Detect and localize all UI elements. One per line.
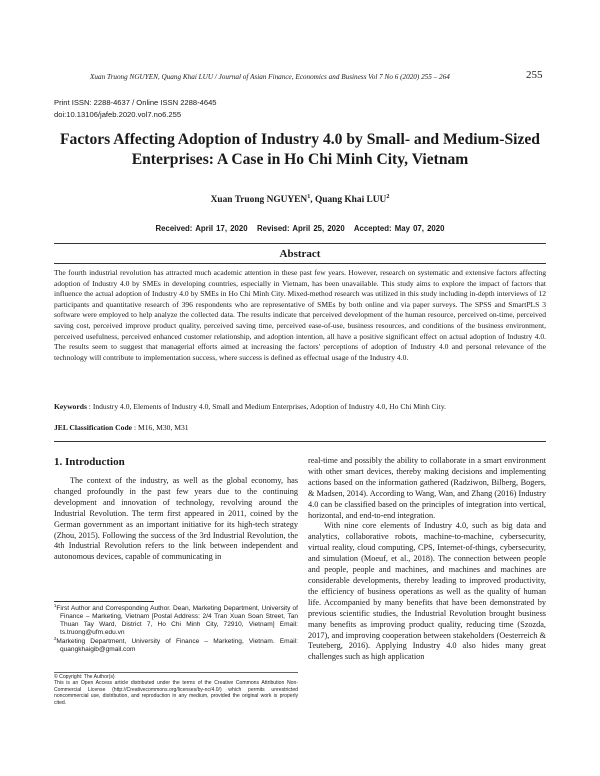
- title-line-2: Enterprises: A Case in Ho Chi Minh City, Vietnam: [131, 151, 469, 168]
- copyright-notice: [54, 674, 298, 706]
- abstract-heading: Abstract: [279, 248, 321, 260]
- right-column: [308, 456, 546, 663]
- author-2-affiliation: 2: [386, 193, 390, 200]
- running-header: Xuan Truong NGUYEN, Quang Khai LUU / Journal of Asian Finance, Economics and Business Vol 7 No 6 (2020) 255 – 264: [90, 73, 450, 81]
- copyright-rule: [54, 672, 298, 673]
- license-text: This is an Open Access article distributed under the terms of the Creative Commons Attribution Non-Commercial License (http://Creativecommons.org/licenses/by-nc/4.0/) which permits unrestricted noncommercial use, distribution, and reproduction in any medium, provided the original work is properly cited.: [54, 680, 298, 706]
- keywords-text: : Industry 4.0, Elements of Industry 4.0, Small and Medium Enterprises, Adoption of Industry 4.0, Ho Chi Minh City.: [86, 402, 447, 411]
- author-list: [40, 195, 560, 205]
- submission-dates: Received: April 17, 2020 Revised: April 25, 2020 Accepted: May 07, 2020: [155, 224, 445, 233]
- jel-codes: [54, 423, 546, 433]
- jel-text: : M16, M30, M31: [133, 423, 189, 432]
- doi-line: doi:10.13106/jafeb.2020.vol7.no6.255: [54, 109, 182, 119]
- keywords-label: Keywords: [54, 402, 87, 411]
- keywords: [54, 402, 546, 412]
- section-heading-introduction: 1. Introduction: [54, 456, 125, 468]
- page-number: 255: [526, 69, 543, 81]
- footnote-1-marker: 1: [54, 602, 57, 608]
- paper-title: [40, 130, 560, 170]
- footnote-2-marker: 2: [54, 636, 57, 642]
- abstract-body: The fourth industrial revolution has attracted much academic attention in these past few years. However, research on systematic and extensive factors affecting adoption of Industry 4.0 by SMEs in developing countries, especially in Vietnam, has been unavailable. This study aims to explore the impact of factors that influence the actual adoption of Industry 4.0 by SMEs in Ho Chi Minh City. Mixed-method research was utilized in this study including in-depth interviews of 12 participants and quantitative research of 396 respondents who are representative of SMEs by both online and via paper surveys. The SPSS and SmartPLS 3 software were employed to help analyze the collected data. The results indicate that perceived development of the human resource, perceived on-time, perceived saving cost, perceived improve product quality, perceived saving time, perceived ease-of-use, business resources, and conditions of the business environment, perceived usefulness, perceived enhanced customer relationship, and adoption intention, all have a positive significant effect on actual adoption of Industry 4.0. The results seem to suggest that managerial efforts aimed at increasing the factors' perceptions of adoption of Industry 4.0 and personal relevance of the technology will contribute to implementation success, where success is defined as effectual usage of the Industry 4.0.: [54, 268, 546, 362]
- jel-label: JEL Classification Code: [54, 423, 133, 432]
- footnote-1-text: First Author and Corresponding Author. Dean, Marketing Department, University of Finance – Marketing, Vietnam [Postal Address: 2/4 Tran Xuan Soan Street, Tan Thuan Tay Ward, District 7, Ho Chi Minh City, 72910, Vietnam] Email: ts.truong@ufm.edu.vn: [56, 605, 298, 637]
- left-column: [54, 456, 298, 563]
- intro-paragraph-1: The context of the industry, as well as the global economy, has changed profoundly in the past few years due to the continuing development and innovation of technology, revolving around the Industrial Revolution. The term first appeared in 2011, coined by the German government as an important initiative for its high-tech strategy (Zhou, 2015). Following the success of the 3rd Industrial Revolution, the 4th Industrial Revolution refers to the link between independent and autonomous devices, capable of communicating in: [54, 476, 298, 562]
- abstract-heading-rule: [54, 263, 546, 264]
- issn-block: [54, 97, 217, 120]
- copyright-line: © Copyright: The Author(s): [54, 674, 115, 680]
- issn-line: Print ISSN: 2288-4637 / Online ISSN 2288-4645: [54, 98, 217, 107]
- author-separator: ,: [310, 195, 315, 205]
- title-line-1: Factors Affecting Adoption of Industry 4.0 by Small- and Medium-Sized: [60, 131, 540, 148]
- author-1: Xuan Truong NGUYEN: [210, 195, 308, 205]
- intro-paragraph-3: With nine core elements of Industry 4.0, such as big data and analytics, collaborative robots, machine-to-machine, cybersecurity, virtual reality, cloud computing, CPS, Internet-of-things, cybersecurity, and simulation (Moeuf, et al., 2018). The connection between people and people, people and machines, and machines and machines are considerable developments, thereby leading to improved productivity, the efficiency of business operations as well as the quality of human life. Accompanied by many benefits that have been demonstrated by previous scientific studies, the Industrial Revolution brought business many benefits as improving product quality, reducing time (Szozda, 2017), and improving cooperation between stakeholders (Oesterreich & Teuteberg, 2016). Applying Industry 4.0 also hides many great challenges such as high application: [308, 521, 546, 662]
- intro-paragraph-2: real-time and possibly the ability to collaborate in a smart environment with other smart devices, thereby making decisions and implementing actions based on the information gathered (Radziwon, Bilberg, Bogers, & Madsen, 2014). According to Wang, Wan, and Zhang (2016) Industry 4.0 can be classified based on the principles of integration into vertical, horizontal, and end-to-end integration.: [308, 456, 546, 520]
- footnote-rule: [54, 601, 154, 602]
- footnote-2: [54, 638, 298, 654]
- abstract-top-rule: [54, 243, 546, 244]
- author-2: Quang Khai LUU: [314, 195, 387, 205]
- footnote-1: [54, 602, 298, 637]
- abstract-bottom-rule: [54, 441, 546, 442]
- footnote-2-text: Marketing Department, University of Finance – Marketing, Vietnam. Email: quangkhaigib@gmail.com: [56, 638, 298, 654]
- footnotes: [54, 602, 298, 655]
- author-1-affiliation: 1: [307, 193, 311, 200]
